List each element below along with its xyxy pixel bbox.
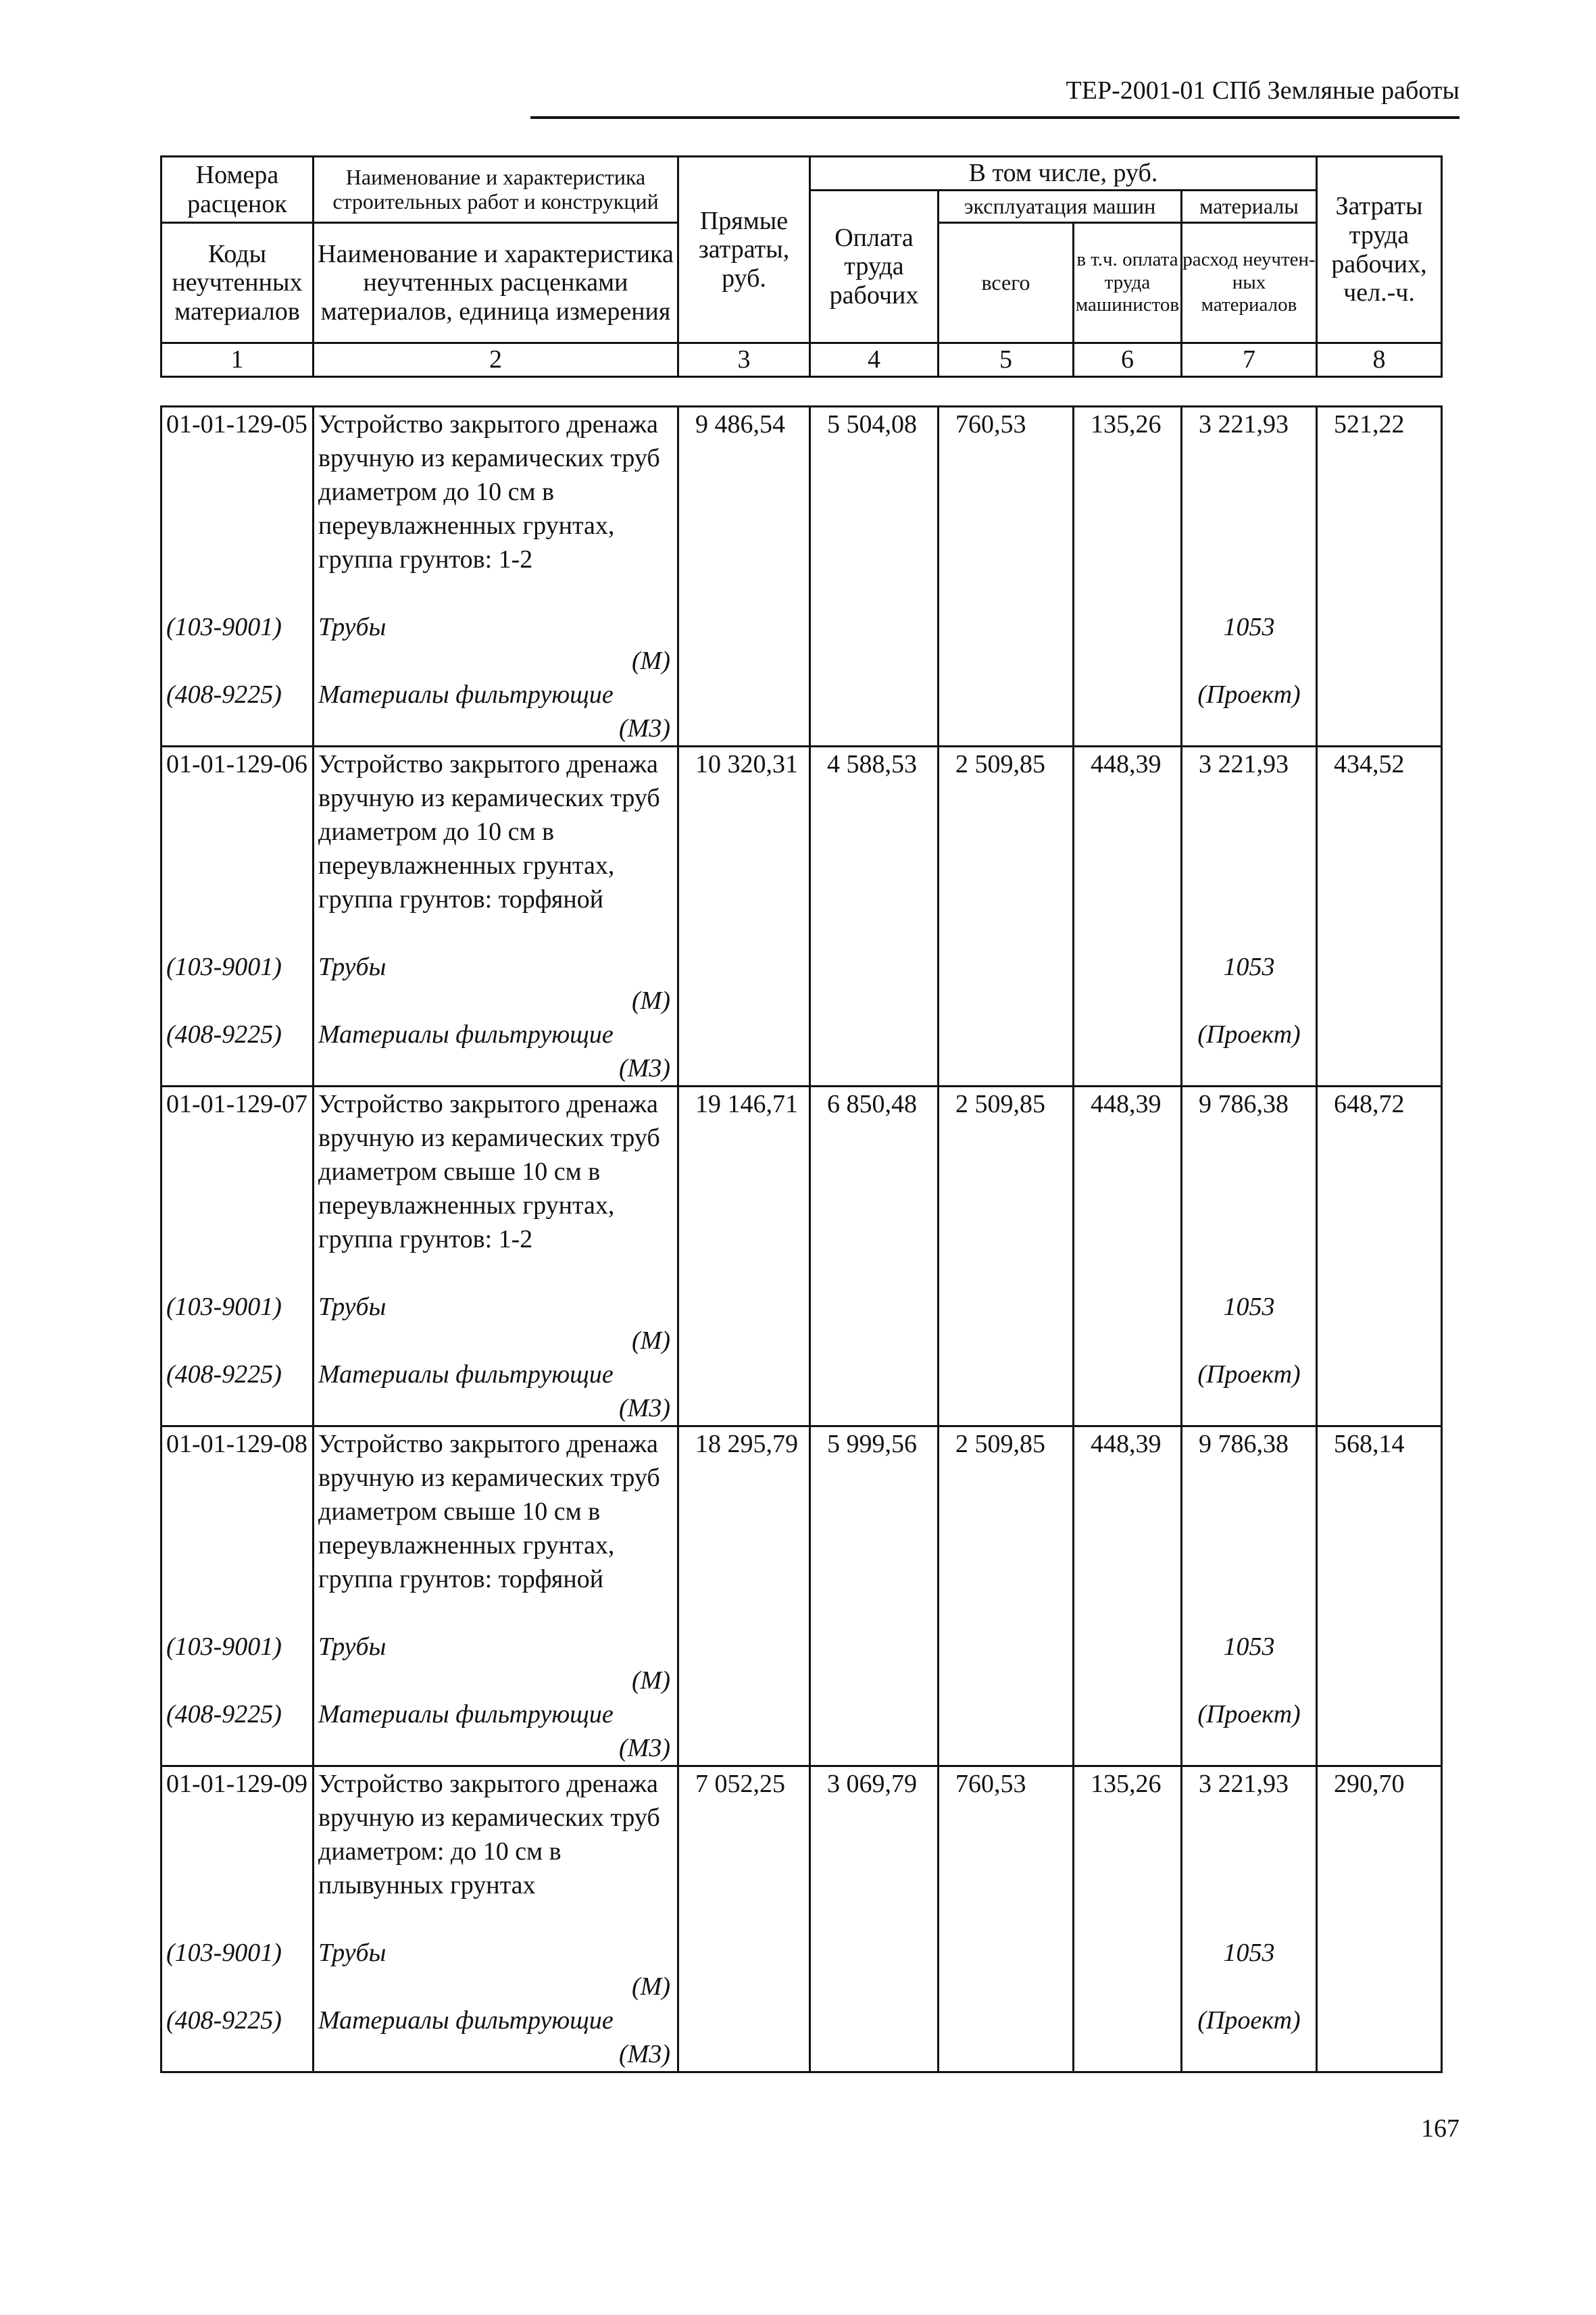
material-name: Трубы	[318, 1633, 386, 1661]
material-row	[161, 1697, 1442, 1766]
direct-costs: 7 052,25	[678, 1766, 810, 1937]
direct-costs: 19 146,71	[678, 1087, 810, 1291]
material-unit: (М)	[632, 647, 670, 675]
direct-costs: 18 295,79	[678, 1426, 810, 1631]
rate-description: Устройство закрытого дренажа вручную из керамических труб диаметром свыше 10 см в переувлажненных грунтах, группа грунтов: 1-2	[314, 1087, 678, 1291]
material-consumption: (Проект)	[1182, 1697, 1317, 1766]
column-number: 1	[161, 343, 314, 377]
direct-costs: 10 320,31	[678, 747, 810, 951]
header-including: В том числе, руб.	[810, 157, 1317, 191]
material-code: (408-9225)	[161, 1018, 314, 1087]
material-code: (408-9225)	[161, 2003, 314, 2072]
material-row	[161, 610, 1442, 678]
material-code: (103-9001)	[161, 610, 314, 678]
material-consumption: (Проект)	[1182, 2003, 1317, 2072]
material-name-cell	[314, 1630, 678, 1697]
material-name-cell	[314, 1936, 678, 2003]
materials-cost: 9 786,38	[1182, 1087, 1317, 1291]
labor-pay: 5 999,56	[810, 1426, 939, 1631]
rate-row	[161, 747, 1442, 951]
material-row	[161, 1630, 1442, 1697]
materials-cost: 9 786,38	[1182, 1426, 1317, 1631]
material-name-cell	[314, 1697, 678, 1766]
rate-row	[161, 407, 1442, 611]
material-consumption: 1053	[1182, 950, 1317, 1018]
material-unit: (М)	[632, 1666, 670, 1695]
header-material-name: Наименование и характеристика неучтенных расценками материалов, единица измерения	[314, 223, 678, 343]
material-name: Материалы фильтрующие	[318, 680, 614, 709]
header-rate-numbers: Номера расценок	[161, 157, 314, 223]
rate-code: 01-01-129-09	[161, 1766, 314, 1937]
labor-hours: 648,72	[1317, 1087, 1442, 1291]
rate-code: 01-01-129-05	[161, 407, 314, 611]
rate-description: Устройство закрытого дренажа вручную из керамических труб диаметром до 10 см в переувлажненных грунтах, группа грунтов: 1-2	[314, 407, 678, 611]
header-labor-hours: Затраты труда рабочих, чел.-ч.	[1317, 157, 1442, 343]
operators-pay: 135,26	[1074, 407, 1182, 611]
labor-pay: 4 588,53	[810, 747, 939, 951]
rate-row	[161, 1087, 1442, 1291]
rate-code: 01-01-129-07	[161, 1087, 314, 1291]
material-unit: (М3)	[619, 1394, 670, 1422]
materials-cost: 3 221,93	[1182, 407, 1317, 611]
column-number: 4	[810, 343, 939, 377]
material-unit: (М)	[632, 987, 670, 1015]
labor-pay: 3 069,79	[810, 1766, 939, 1937]
material-row	[161, 2003, 1442, 2072]
labor-hours: 290,70	[1317, 1766, 1442, 1937]
header-rule	[530, 116, 1460, 119]
material-name: Материалы фильтрующие	[318, 2006, 614, 2035]
rate-row	[161, 1766, 1442, 1937]
column-number: 2	[314, 343, 678, 377]
header-operators-pay: в т.ч. оплата труда машинистов	[1074, 223, 1182, 343]
material-code: (408-9225)	[161, 1358, 314, 1426]
material-consumption: 1053	[1182, 1630, 1317, 1697]
material-code: (103-9001)	[161, 1290, 314, 1358]
material-consumption: (Проект)	[1182, 1358, 1317, 1426]
rates-table	[160, 405, 1443, 2073]
header-material-consumption: расход неучтен-ных материалов	[1182, 223, 1317, 343]
column-number: 5	[939, 343, 1074, 377]
document-title: ТЕР-2001-01 СПб Земляные работы	[1066, 76, 1460, 105]
header-work-name: Наименование и характеристика строительных работ и конструкций	[314, 157, 678, 223]
column-number: 3	[678, 343, 810, 377]
material-consumption: 1053	[1182, 1290, 1317, 1358]
material-name: Трубы	[318, 613, 386, 641]
rate-description: Устройство закрытого дренажа вручную из керамических труб диаметром свыше 10 см в переувлажненных грунтах, группа грунтов: торфяной	[314, 1426, 678, 1631]
machines-total: 2 509,85	[939, 1426, 1074, 1631]
material-code: (103-9001)	[161, 1630, 314, 1697]
material-consumption: 1053	[1182, 1936, 1317, 2003]
page-number: 167	[1421, 2114, 1460, 2143]
direct-costs: 9 486,54	[678, 407, 810, 611]
labor-hours: 521,22	[1317, 407, 1442, 611]
header-labor-pay: Оплата труда рабочих	[810, 191, 939, 343]
rate-description: Устройство закрытого дренажа вручную из керамических труб диаметром до 10 см в переувлажненных грунтах, группа грунтов: торфяной	[314, 747, 678, 951]
material-name-cell	[314, 950, 678, 1018]
operators-pay: 448,39	[1074, 747, 1182, 951]
column-number: 7	[1182, 343, 1317, 377]
materials-cost: 3 221,93	[1182, 747, 1317, 951]
material-name-cell	[314, 2003, 678, 2072]
material-consumption: (Проект)	[1182, 1018, 1317, 1087]
rate-code: 01-01-129-06	[161, 747, 314, 951]
material-unit: (М3)	[619, 2040, 670, 2068]
material-unit: (М)	[632, 1326, 670, 1355]
material-name: Материалы фильтрующие	[318, 1360, 614, 1389]
machines-total: 2 509,85	[939, 747, 1074, 951]
labor-hours: 568,14	[1317, 1426, 1442, 1631]
material-name: Трубы	[318, 1939, 386, 1967]
labor-pay: 6 850,48	[810, 1087, 939, 1291]
machines-total: 760,53	[939, 407, 1074, 611]
material-row	[161, 950, 1442, 1018]
material-code: (408-9225)	[161, 1697, 314, 1766]
labor-hours: 434,52	[1317, 747, 1442, 951]
material-row	[161, 678, 1442, 747]
column-number: 8	[1317, 343, 1442, 377]
rate-row	[161, 1426, 1442, 1631]
rate-description: Устройство закрытого дренажа вручную из керамических труб диаметром: до 10 см в плывунных грунтах	[314, 1766, 678, 1937]
material-unit: (М3)	[619, 714, 670, 743]
material-name-cell	[314, 610, 678, 678]
operators-pay: 135,26	[1074, 1766, 1182, 1937]
operators-pay: 448,39	[1074, 1426, 1182, 1631]
material-name: Трубы	[318, 953, 386, 981]
machines-total: 2 509,85	[939, 1087, 1074, 1291]
material-name: Материалы фильтрующие	[318, 1700, 614, 1728]
material-consumption: (Проект)	[1182, 678, 1317, 747]
machines-total: 760,53	[939, 1766, 1074, 1937]
material-row	[161, 1018, 1442, 1087]
material-name-cell	[314, 1358, 678, 1426]
material-name: Трубы	[318, 1293, 386, 1321]
header-direct-costs: Прямые затраты, руб.	[678, 157, 810, 343]
header-unaccounted-material-codes: Коды неучтенных материалов	[161, 223, 314, 343]
material-code: (408-9225)	[161, 678, 314, 747]
material-unit: (М3)	[619, 1054, 670, 1082]
material-code: (103-9001)	[161, 950, 314, 1018]
materials-cost: 3 221,93	[1182, 1766, 1317, 1937]
operators-pay: 448,39	[1074, 1087, 1182, 1291]
material-name-cell	[314, 1290, 678, 1358]
material-name: Материалы фильтрующие	[318, 1020, 614, 1049]
material-row	[161, 1358, 1442, 1426]
material-row	[161, 1290, 1442, 1358]
column-number: 6	[1074, 343, 1182, 377]
material-name-cell	[314, 1018, 678, 1087]
material-row	[161, 1936, 1442, 2003]
rate-code: 01-01-129-08	[161, 1426, 314, 1631]
header-machine-operation: эксплуатация машин	[939, 191, 1182, 223]
labor-pay: 5 504,08	[810, 407, 939, 611]
material-unit: (М3)	[619, 1734, 670, 1762]
material-consumption: 1053	[1182, 610, 1317, 678]
material-name-cell	[314, 678, 678, 747]
table-header	[160, 155, 1443, 378]
header-materials: материалы	[1182, 191, 1317, 223]
material-unit: (М)	[632, 1972, 670, 2001]
material-code: (103-9001)	[161, 1936, 314, 2003]
header-machines-total: всего	[939, 223, 1074, 343]
